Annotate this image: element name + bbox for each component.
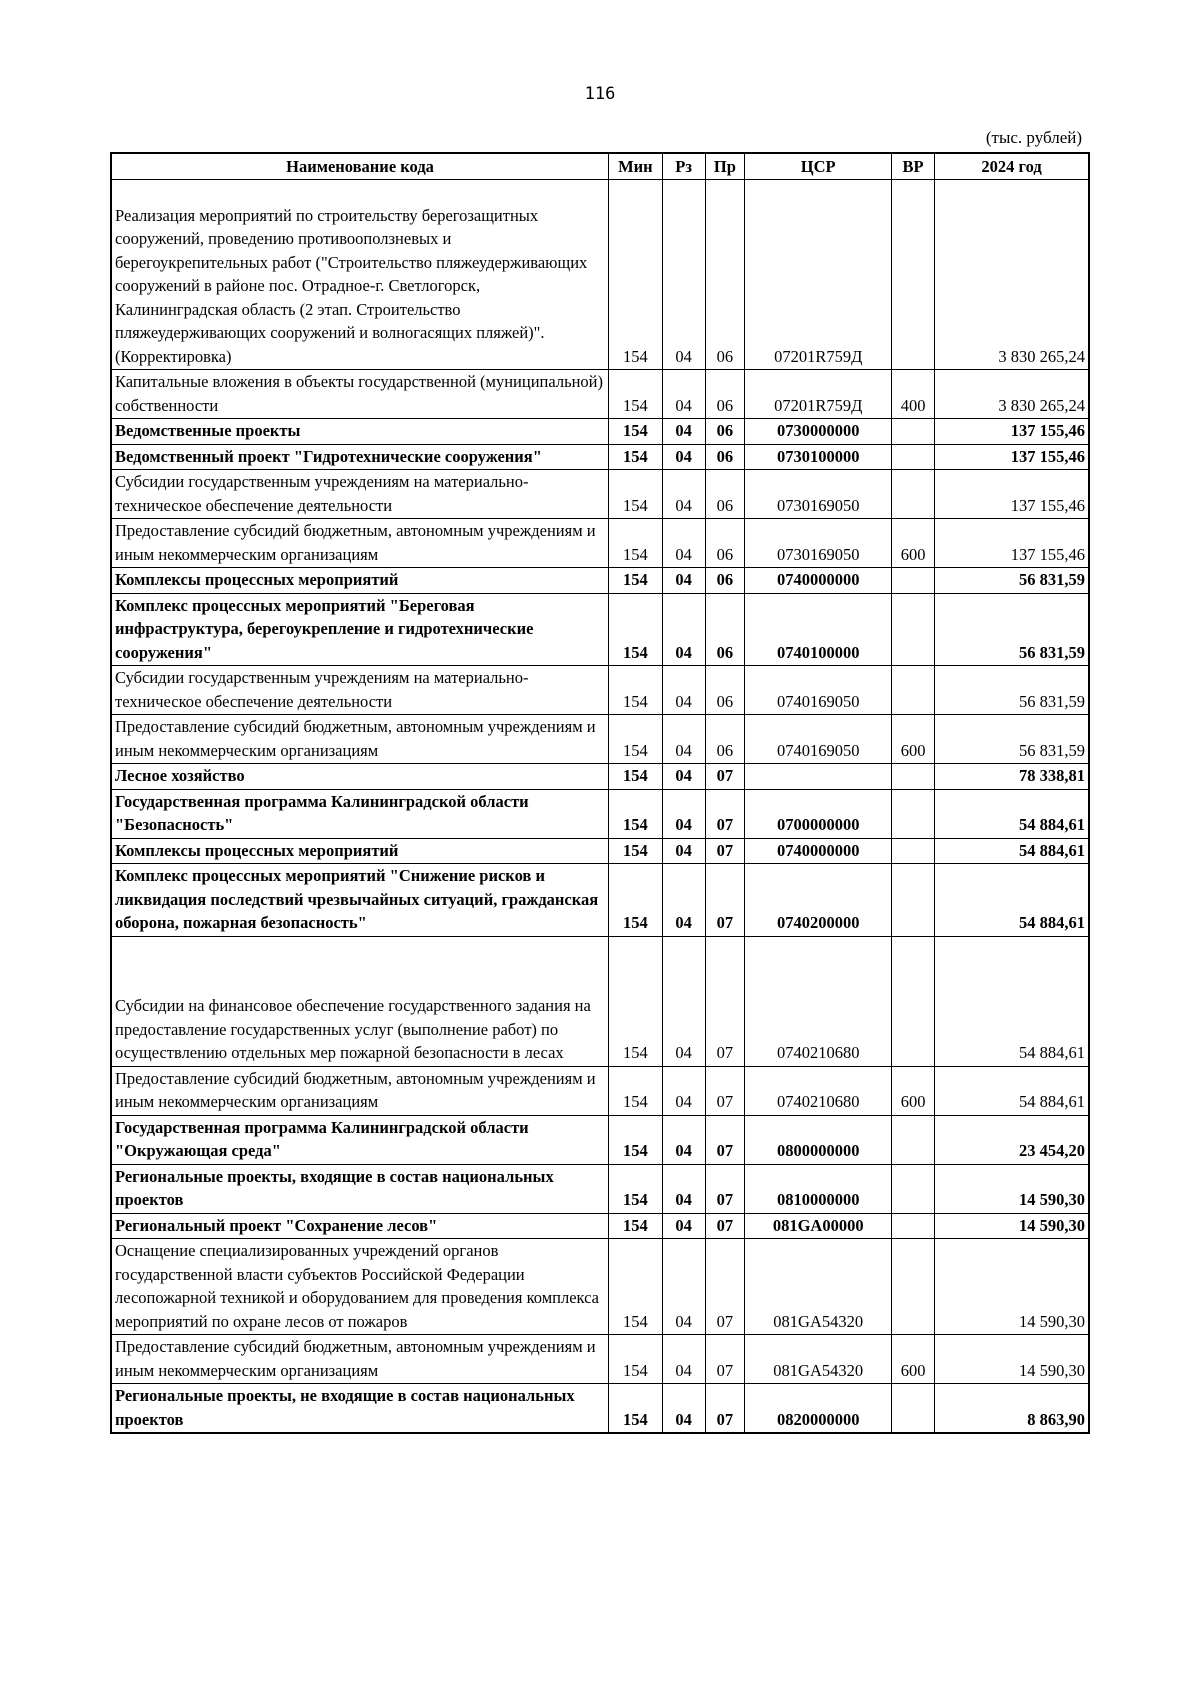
row-min: 154: [609, 180, 663, 370]
header-pr: Пр: [705, 153, 745, 180]
row-csr: 0700000000: [745, 789, 892, 838]
row-min: 154: [609, 764, 663, 790]
row-vr: [892, 419, 935, 445]
row-vr: [892, 593, 935, 666]
row-pr: 06: [705, 519, 745, 568]
row-rz: 04: [662, 1164, 705, 1213]
table-row: [111, 444, 1089, 470]
row-pr: 07: [705, 864, 745, 937]
row-rz: 04: [662, 1115, 705, 1164]
row-vr: [892, 1213, 935, 1239]
row-vr: [892, 444, 935, 470]
row-name: Комплексы процессных мероприятий: [111, 838, 609, 864]
row-rz: 04: [662, 568, 705, 594]
row-rz: 04: [662, 1213, 705, 1239]
row-name: Оснащение специализированных учреждений органов государственной власти субъектов Российской Федерации лесопожарной техникой и оборудованием для проведения комплекса мероприятий по охране лесов от пожаров: [111, 1239, 609, 1335]
table-row: [111, 1239, 1089, 1335]
row-amount: 3 830 265,24: [935, 370, 1089, 419]
row-csr: 0740000000: [745, 838, 892, 864]
table-row: [111, 789, 1089, 838]
row-vr: [892, 666, 935, 715]
row-vr: [892, 936, 935, 1066]
row-csr: 07201R759Д: [745, 180, 892, 370]
row-name: Субсидии государственным учреждениям на материально-техническое обеспечение деятельности: [111, 470, 609, 519]
row-min: 154: [609, 715, 663, 764]
row-amount: 54 884,61: [935, 789, 1089, 838]
row-amount: 54 884,61: [935, 864, 1089, 937]
row-pr: 07: [705, 1115, 745, 1164]
row-csr: 0730169050: [745, 519, 892, 568]
row-vr: [892, 1239, 935, 1335]
row-vr: [892, 838, 935, 864]
row-csr: 0740169050: [745, 666, 892, 715]
row-rz: 04: [662, 470, 705, 519]
table-row: [111, 864, 1089, 937]
row-vr: [892, 1384, 935, 1434]
table-row: [111, 419, 1089, 445]
table-row: [111, 519, 1089, 568]
row-vr: [892, 180, 935, 370]
row-name: Реализация мероприятий по строительству берегозащитных сооружений, проведению противооползневых и берегоукрепительных работ ("Строительство пляжеудерживающих сооружений в районе пос. Отрадное-г. Светлогорск, Калининградская область (2 этап. Строительство пляжеудерживающих сооружений и волногасящих пляжей)". (Корректировка): [111, 180, 609, 370]
row-pr: 06: [705, 470, 745, 519]
row-vr: [892, 1164, 935, 1213]
row-pr: 07: [705, 1384, 745, 1434]
table-row: [111, 936, 1089, 1066]
row-min: 154: [609, 593, 663, 666]
row-min: 154: [609, 470, 663, 519]
row-amount: 14 590,30: [935, 1213, 1089, 1239]
row-pr: 07: [705, 789, 745, 838]
row-rz: 04: [662, 666, 705, 715]
row-amount: 137 155,46: [935, 470, 1089, 519]
row-name: Ведомственные проекты: [111, 419, 609, 445]
row-amount: 14 590,30: [935, 1239, 1089, 1335]
row-min: 154: [609, 1335, 663, 1384]
row-csr: 0730169050: [745, 470, 892, 519]
row-name: Лесное хозяйство: [111, 764, 609, 790]
row-vr: 400: [892, 370, 935, 419]
row-rz: 04: [662, 789, 705, 838]
row-min: 154: [609, 519, 663, 568]
row-rz: 04: [662, 1335, 705, 1384]
row-name: Государственная программа Калининградской области "Безопасность": [111, 789, 609, 838]
row-vr: 600: [892, 519, 935, 568]
row-amount: 137 155,46: [935, 519, 1089, 568]
row-csr: 0740210680: [745, 1066, 892, 1115]
header-year: 2024 год: [935, 153, 1089, 180]
table-row: [111, 1115, 1089, 1164]
row-pr: 06: [705, 666, 745, 715]
row-min: 154: [609, 864, 663, 937]
table-row: [111, 593, 1089, 666]
row-name: Комплекс процессных мероприятий "Береговая инфраструктура, берегоукрепление и гидротехнические сооружения": [111, 593, 609, 666]
row-amount: 14 590,30: [935, 1335, 1089, 1384]
row-pr: 06: [705, 593, 745, 666]
row-name: Региональный проект "Сохранение лесов": [111, 1213, 609, 1239]
table-row: [111, 568, 1089, 594]
table-row: [111, 1164, 1089, 1213]
row-min: 154: [609, 666, 663, 715]
row-min: 154: [609, 370, 663, 419]
row-amount: 56 831,59: [935, 666, 1089, 715]
row-rz: 04: [662, 593, 705, 666]
row-csr: 0740210680: [745, 936, 892, 1066]
budget-table: [110, 152, 1090, 1434]
row-vr: 600: [892, 1335, 935, 1384]
row-csr: 0730100000: [745, 444, 892, 470]
row-rz: 04: [662, 764, 705, 790]
row-pr: 07: [705, 1213, 745, 1239]
row-amount: 56 831,59: [935, 593, 1089, 666]
table-row: [111, 1213, 1089, 1239]
row-min: 154: [609, 568, 663, 594]
row-name: Субсидии государственным учреждениям на материально-техническое обеспечение деятельности: [111, 666, 609, 715]
row-pr: 07: [705, 1335, 745, 1384]
row-min: 154: [609, 789, 663, 838]
row-csr: 081GA00000: [745, 1213, 892, 1239]
row-vr: 600: [892, 715, 935, 764]
row-pr: 07: [705, 1239, 745, 1335]
row-rz: 04: [662, 444, 705, 470]
row-vr: [892, 864, 935, 937]
table-row: [111, 1066, 1089, 1115]
row-pr: 06: [705, 419, 745, 445]
row-csr: 0800000000: [745, 1115, 892, 1164]
row-amount: 8 863,90: [935, 1384, 1089, 1434]
row-csr: 07201R759Д: [745, 370, 892, 419]
row-csr: 0730000000: [745, 419, 892, 445]
row-name: Региональные проекты, не входящие в состав национальных проектов: [111, 1384, 609, 1434]
table-header-row: [111, 153, 1089, 180]
header-rz: Рз: [662, 153, 705, 180]
row-name: Комплекс процессных мероприятий "Снижение рисков и ликвидация последствий чрезвычайных ситуаций, гражданская оборона, пожарная безопасность": [111, 864, 609, 937]
table-row: [111, 764, 1089, 790]
row-pr: 07: [705, 838, 745, 864]
row-pr: 07: [705, 936, 745, 1066]
table-row: [111, 1384, 1089, 1434]
row-min: 154: [609, 1164, 663, 1213]
row-min: 154: [609, 444, 663, 470]
row-min: 154: [609, 1384, 663, 1434]
row-name: Государственная программа Калининградской области "Окружающая среда": [111, 1115, 609, 1164]
row-vr: [892, 470, 935, 519]
row-rz: 04: [662, 838, 705, 864]
table-row: [111, 1335, 1089, 1384]
row-rz: 04: [662, 180, 705, 370]
row-vr: 600: [892, 1066, 935, 1115]
row-csr: 0740169050: [745, 715, 892, 764]
row-vr: [892, 1115, 935, 1164]
row-name: Предоставление субсидий бюджетным, автономным учреждениям и иным некоммерческим организациям: [111, 715, 609, 764]
table-row: [111, 470, 1089, 519]
row-amount: 3 830 265,24: [935, 180, 1089, 370]
header-csr: ЦСР: [745, 153, 892, 180]
row-vr: [892, 764, 935, 790]
row-rz: 04: [662, 936, 705, 1066]
row-amount: 23 454,20: [935, 1115, 1089, 1164]
page-number: 116: [584, 84, 616, 104]
header-vr: ВР: [892, 153, 935, 180]
row-name: Капитальные вложения в объекты государственной (муниципальной) собственности: [111, 370, 609, 419]
table-row: [111, 666, 1089, 715]
row-amount: 137 155,46: [935, 444, 1089, 470]
row-amount: 56 831,59: [935, 568, 1089, 594]
row-rz: 04: [662, 715, 705, 764]
row-min: 154: [609, 1239, 663, 1335]
row-name: Ведомственный проект "Гидротехнические сооружения": [111, 444, 609, 470]
row-rz: 04: [662, 864, 705, 937]
row-amount: 54 884,61: [935, 838, 1089, 864]
row-min: 154: [609, 1213, 663, 1239]
row-min: 154: [609, 1066, 663, 1115]
row-rz: 04: [662, 519, 705, 568]
row-min: 154: [609, 419, 663, 445]
row-pr: 06: [705, 180, 745, 370]
table-row: [111, 715, 1089, 764]
row-csr: 081GA54320: [745, 1335, 892, 1384]
row-csr: [745, 764, 892, 790]
row-rz: 04: [662, 1384, 705, 1434]
row-amount: 14 590,30: [935, 1164, 1089, 1213]
row-name: Предоставление субсидий бюджетным, автономным учреждениям и иным некоммерческим организациям: [111, 1335, 609, 1384]
row-name: Предоставление субсидий бюджетным, автономным учреждениям и иным некоммерческим организациям: [111, 519, 609, 568]
row-amount: 56 831,59: [935, 715, 1089, 764]
row-min: 154: [609, 936, 663, 1066]
table-row: [111, 370, 1089, 419]
row-rz: 04: [662, 419, 705, 445]
row-csr: 081GA54320: [745, 1239, 892, 1335]
row-rz: 04: [662, 370, 705, 419]
row-pr: 06: [705, 444, 745, 470]
row-csr: 0810000000: [745, 1164, 892, 1213]
row-csr: 0740100000: [745, 593, 892, 666]
row-amount: 54 884,61: [935, 1066, 1089, 1115]
header-min: Мин: [609, 153, 663, 180]
row-pr: 06: [705, 715, 745, 764]
table-row: [111, 838, 1089, 864]
row-csr: 0820000000: [745, 1384, 892, 1434]
row-csr: 0740200000: [745, 864, 892, 937]
row-vr: [892, 789, 935, 838]
header-name: Наименование кода: [111, 153, 609, 180]
units-label: (тыс. рублей): [985, 128, 1082, 147]
row-pr: 06: [705, 568, 745, 594]
row-amount: 54 884,61: [935, 936, 1089, 1066]
row-name: Субсидии на финансовое обеспечение государственного задания на предоставление государственных услуг (выполнение работ) по осуществлению отдельных мер пожарной безопасности в лесах: [111, 936, 609, 1066]
row-pr: 07: [705, 764, 745, 790]
row-rz: 04: [662, 1239, 705, 1335]
row-name: Региональные проекты, входящие в состав национальных проектов: [111, 1164, 609, 1213]
row-csr: 0740000000: [745, 568, 892, 594]
row-pr: 06: [705, 370, 745, 419]
row-pr: 07: [705, 1164, 745, 1213]
row-vr: [892, 568, 935, 594]
row-name: Комплексы процессных мероприятий: [111, 568, 609, 594]
table-row: [111, 180, 1089, 370]
row-pr: 07: [705, 1066, 745, 1115]
row-name: Предоставление субсидий бюджетным, автономным учреждениям и иным некоммерческим организациям: [111, 1066, 609, 1115]
row-rz: 04: [662, 1066, 705, 1115]
row-min: 154: [609, 838, 663, 864]
row-amount: 78 338,81: [935, 764, 1089, 790]
row-amount: 137 155,46: [935, 419, 1089, 445]
row-min: 154: [609, 1115, 663, 1164]
